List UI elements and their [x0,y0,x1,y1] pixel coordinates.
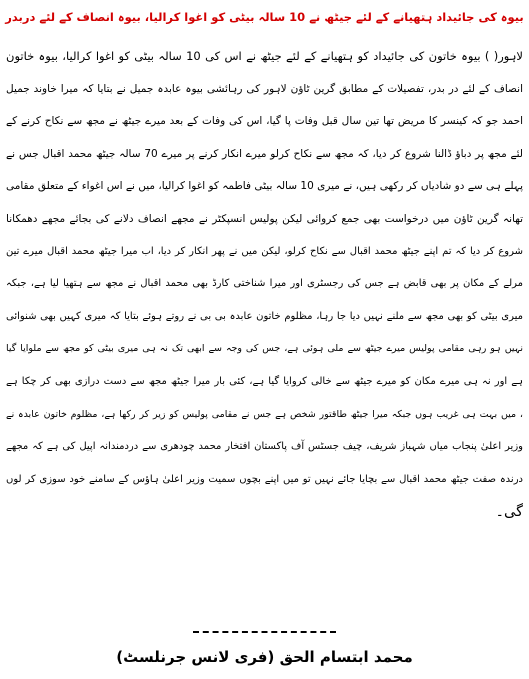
article-line: ، میں بہت ہی غریب ہوں جبکہ میرا جیٹھ طاقتور شخص ہے جس نے مقامی پولیس کو زیر کر رکھا ہے، مظلوم خاتون عابدہ نے [6,408,523,420]
article-line: لاہور( ) بیوہ خاتون کی جائیداد کو ہتھیانے کے لئے جیٹھ نے اس کی 10 سالہ بیٹی کو اغوا کرالیا، بیوہ خاتون [6,49,523,63]
article-line: گی۔ [495,504,523,521]
article-line: میری بیٹی کو بھی مجھ سے ملنے نہیں دیا جا رہا، مظلوم خاتون عابدہ بی بی نے روتے ہوئے بتایا کہ میری کہیں بھی شنوائی [6,310,523,322]
article-line: احمد جو کہ کینسر کا مریض تھا تین سال قبل وفات پا گیا، اس کی وفات کے بعد میرے جیٹھ نے مجھ سے نکاح کرنے کے [6,115,523,128]
headline: بیوہ کی جائیداد ہتھیانے کے لئے جیٹھ نے 10 سالہ بیٹی کو اغوا کرالیا، بیوہ انصاف کے لئے دربدر [5,10,524,24]
article-line: لئے مجھ پر دباؤ ڈالنا شروع کر دیا، کہ مجھ سے نکاح کرلو میرے انکار کرنے پر میرے 70 سالہ جیٹھ محمد اقبال جس نے [6,147,523,160]
article-line: شروع کر دیا کہ تم اپنے جیٹھ محمد اقبال سے نکاح کرلو، لیکن میں نے پھر انکار کر دیا، اب میرا جیٹھ محمد اقبال میرے تین [6,245,523,257]
separator-rule [193,631,336,633]
article-line: تھانہ گرین ٹاؤن میں درخواست بھی جمع کروائی لیکن پولیس انسپکٹر نے مجھے انصاف دلانے کی بجائے مجھے دھمکانا [6,212,523,225]
article-line: انصاف کے لئے در بدر، تفصیلات کے مطابق گرین ٹاؤن لاہور کی رہائشی بیوہ عابدہ جمیل نے بتایا کہ میرا خاوند جمیل [6,82,523,95]
article-line: وزیر اعلیٰ پنجاب میاں شہباز شریف، چیف جسٹس آف پاکستان افتخار محمد چودھری سے دردمندانہ اپیل کی ہے کہ مجھے [6,441,523,453]
article-body [6,40,523,529]
article-line: نہیں ہو رہی مقامی پولیس میرے جیٹھ سے ملی ہوئی ہے، جس کی وجہ سے ابھی تک نہ ہی میری بیٹی کو مجھ سے ملوایا گیا [6,343,523,355]
article-line: درندہ صفت جیٹھ محمد اقبال سے بچایا جائے نہیں تو میں اپنے بچوں سمیت وزیر اعلیٰ ہاؤس کے سامنے خود سوزی کر لوں [6,473,523,485]
article-line: ہے اور نہ ہی میرے مکان کو میرے جیٹھ سے خالی کروایا گیا ہے، کئی بار میرا جیٹھ مجھ سے دست درازی بھی کر چکا ہے [6,375,523,387]
byline: محمد ابتسام الحق (فری لانس جرنلسٹ) [116,648,413,666]
article-line: مرلے کے مکان پر بھی قابض ہے جس کی رجسٹری اور میرا شناختی کارڈ بھی محمد اقبال نے مجھ سے ہتھیا لیا ہے، جبکہ [6,278,523,290]
article-line: پہلے ہی سے دو شادیاں کر رکھی ہیں، نے میری 10 سالہ بیٹی فاطمہ کو اغوا کرالیا، میں نے اس اغواء کے متعلق مقامی [6,180,523,193]
